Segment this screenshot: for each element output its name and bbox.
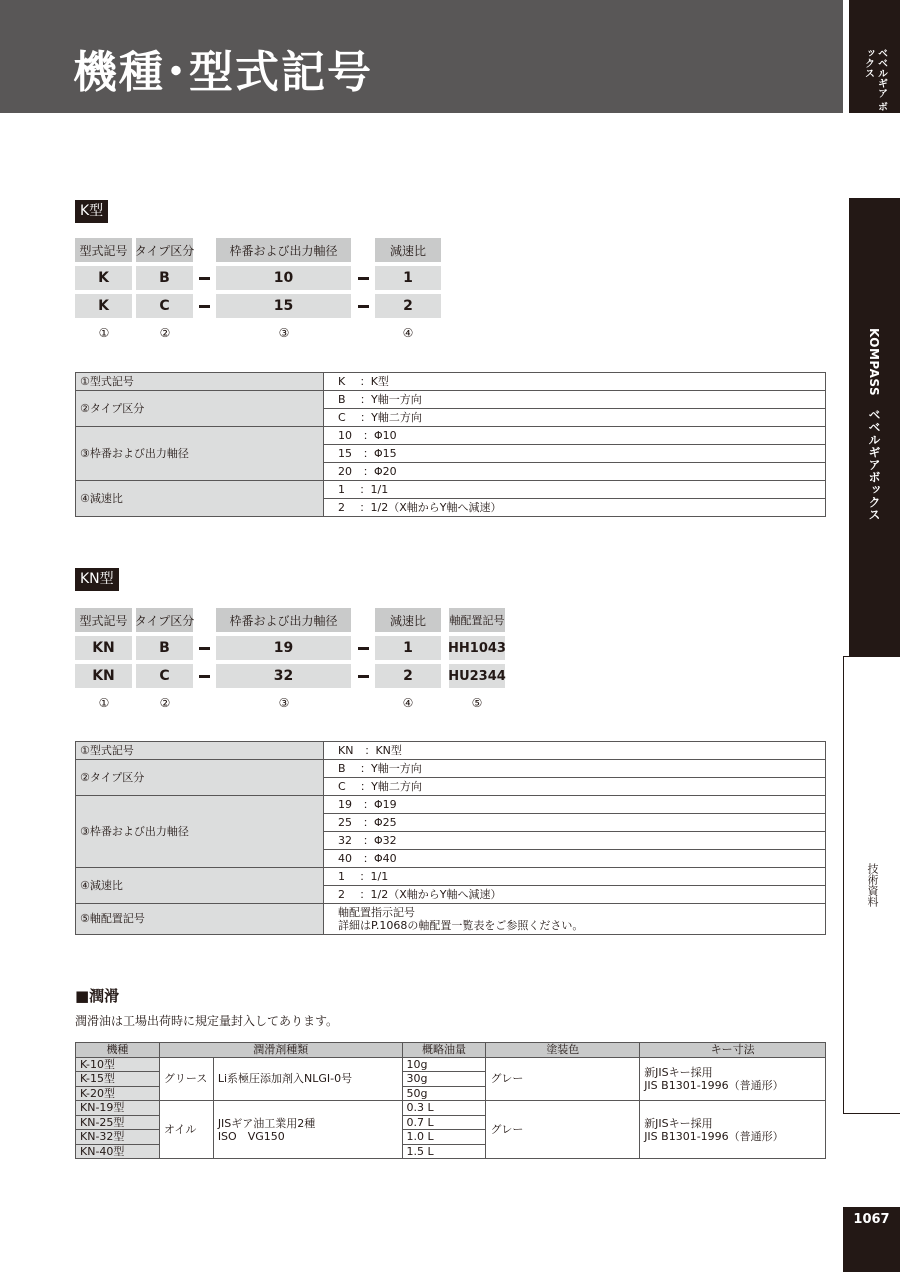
- lub-key-line: JIS B1301-1996（普通形）: [644, 1129, 784, 1143]
- k-row1-size: 10: [216, 266, 351, 290]
- kn-row2-model: KN: [75, 664, 132, 688]
- kn-header-model: 型式記号: [75, 608, 132, 632]
- kn-row2-type: C: [136, 664, 193, 688]
- kn-row2-ratio: 2: [375, 664, 441, 688]
- k-spec-model-label: ①型式記号: [76, 373, 324, 391]
- kn-spec-table: [75, 741, 826, 935]
- k-num-2: ②: [159, 326, 171, 340]
- k-row1-type: B: [136, 266, 193, 290]
- lub-model: K-10型: [76, 1057, 160, 1072]
- k-spec-table: [75, 372, 826, 517]
- k-spec-size-value: 20 ：Φ20: [324, 463, 826, 481]
- k-header-model: 型式記号: [75, 238, 132, 262]
- side-tab-top-label: ベベルギア ボックス: [862, 48, 887, 112]
- kn-spec-ratio-value: 2 ：1/2（X軸からY軸へ減速）: [324, 886, 826, 904]
- kn-spec-size-value: 32 ：Φ32: [324, 832, 826, 850]
- kn-spec-layout-value: [324, 904, 826, 935]
- lub-amount: 10g: [402, 1057, 486, 1072]
- kn-row1-type: B: [136, 636, 193, 660]
- lub-key: [640, 1101, 826, 1159]
- kn-row1-ratio: 1: [375, 636, 441, 660]
- kn-row1-layout: HH1043: [449, 636, 505, 660]
- header-band: [0, 0, 843, 113]
- k-row1-model: K: [75, 266, 132, 290]
- table-row: [76, 1057, 826, 1072]
- lub-model: K-15型: [76, 1072, 160, 1087]
- k-spec-type-value: C ：Y軸二方向: [324, 409, 826, 427]
- kn-spec-size-value: 40 ：Φ40: [324, 850, 826, 868]
- k-num-1: ①: [98, 326, 110, 340]
- table-row: [76, 742, 826, 760]
- side-tab-lower[interactable]: [843, 656, 900, 1114]
- side-tab-top[interactable]: [849, 0, 900, 113]
- kn-spec-size-value: 19 ：Φ19: [324, 796, 826, 814]
- lub-amount: 30g: [402, 1072, 486, 1087]
- k-header-size: 枠番および出力軸径: [216, 238, 351, 262]
- k-row2-ratio: 2: [375, 294, 441, 318]
- table-row: [76, 1101, 826, 1116]
- lub-key-line: JIS B1301-1996（普通形）: [644, 1078, 784, 1092]
- lub-model: K-20型: [76, 1086, 160, 1101]
- kn-num-2: ②: [159, 696, 171, 710]
- lub-header-key: キー寸法: [640, 1043, 826, 1058]
- k-spec-ratio-label: ④減速比: [76, 481, 324, 517]
- kn-row1-model: KN: [75, 636, 132, 660]
- table-row: [76, 391, 826, 409]
- kn-spec-ratio-label: ④減速比: [76, 868, 324, 904]
- dash: [358, 305, 369, 308]
- k-row2-type: C: [136, 294, 193, 318]
- lub-model: KN-32型: [76, 1130, 160, 1145]
- kn-num-1: ①: [98, 696, 110, 710]
- side-tab-middle-label: KOMPASS ベベルギアボックス: [867, 328, 881, 522]
- kn-num-3: ③: [278, 696, 290, 710]
- dash: [358, 675, 369, 678]
- k-row1-ratio: 1: [375, 266, 441, 290]
- lub-header-lubricant: 潤滑剤種類: [159, 1043, 402, 1058]
- k-num-3: ③: [278, 326, 290, 340]
- kn-row1-size: 19: [216, 636, 351, 660]
- page-title: 機種･型式記号: [73, 47, 373, 98]
- lub-key-line: 新JISキー採用: [644, 1116, 713, 1130]
- side-tab-middle[interactable]: [849, 198, 900, 656]
- dash: [199, 675, 210, 678]
- k-spec-size-value: 10 ：Φ10: [324, 427, 826, 445]
- lub-header-model: 機種: [76, 1043, 160, 1058]
- kn-spec-model-value: KN ：KN型: [324, 742, 826, 760]
- lub-kind: グリース: [159, 1057, 213, 1101]
- kn-row2-layout: HU2344: [449, 664, 505, 688]
- table-row: [76, 481, 826, 499]
- lub-key-line: 新JISキー採用: [644, 1065, 713, 1079]
- dash: [199, 647, 210, 650]
- kn-spec-model-label: ①型式記号: [76, 742, 324, 760]
- lub-model: KN-19型: [76, 1101, 160, 1116]
- kn-num-5: ⑤: [471, 696, 483, 710]
- k-spec-model-value: K ：K型: [324, 373, 826, 391]
- kn-spec-layout-line: 軸配置指示記号: [338, 906, 415, 919]
- lubrication-text: 潤滑油は工場出荷時に規定量封入してあります。: [75, 1014, 339, 1028]
- lub-header-amount: 概略油量: [402, 1043, 486, 1058]
- kn-spec-size-value: 25 ：Φ25: [324, 814, 826, 832]
- table-row: [76, 868, 826, 886]
- k-spec-type-value: B ：Y軸一方向: [324, 391, 826, 409]
- kn-header-type: タイプ区分: [136, 608, 193, 632]
- kn-type-label: KN型: [75, 568, 119, 591]
- lub-amount: 0.7 L: [402, 1115, 486, 1130]
- k-spec-type-label: ②タイプ区分: [76, 391, 324, 427]
- k-row2-size: 15: [216, 294, 351, 318]
- table-row: [76, 373, 826, 391]
- kn-spec-type-value: B ：Y軸一方向: [324, 760, 826, 778]
- lub-model: KN-40型: [76, 1144, 160, 1159]
- kn-spec-type-label: ②タイプ区分: [76, 760, 324, 796]
- dash: [199, 305, 210, 308]
- table-row: [76, 904, 826, 935]
- lub-lubricant: Li系極圧添加剤入NLGI-0号: [213, 1057, 402, 1101]
- kn-spec-layout-line: 詳細はP.1068の軸配置一覧表をご参照ください。: [338, 919, 584, 932]
- table-row: [76, 760, 826, 778]
- lub-model: KN-25型: [76, 1115, 160, 1130]
- lub-header-color: 塗装色: [486, 1043, 640, 1058]
- lubrication-table: [75, 1042, 826, 1159]
- kn-spec-ratio-value: 1 ：1/1: [324, 868, 826, 886]
- lub-amount: 1.5 L: [402, 1144, 486, 1159]
- lub-amount: 50g: [402, 1086, 486, 1101]
- lubrication-heading: ■潤滑: [75, 987, 120, 1005]
- dash: [358, 277, 369, 280]
- k-row2-model: K: [75, 294, 132, 318]
- lub-lubricant-line: ISO VG150: [217, 1129, 285, 1143]
- k-header-ratio: 減速比: [375, 238, 441, 262]
- side-tab-lower-label: 技術資料: [866, 863, 879, 907]
- k-spec-ratio-value: 2 ：1/2（X軸からY軸へ減速）: [324, 499, 826, 517]
- kn-num-4: ④: [402, 696, 414, 710]
- table-row: [76, 427, 826, 445]
- kn-header-ratio: 減速比: [375, 608, 441, 632]
- k-spec-size-label: ③枠番および出力軸径: [76, 427, 324, 481]
- table-row: [76, 796, 826, 814]
- k-spec-ratio-value: 1 ：1/1: [324, 481, 826, 499]
- kn-spec-layout-label: ⑤軸配置記号: [76, 904, 324, 935]
- k-type-label: K型: [75, 200, 108, 223]
- lub-color: グレー: [486, 1101, 640, 1159]
- lub-key: [640, 1057, 826, 1101]
- k-spec-size-value: 15 ：Φ15: [324, 445, 826, 463]
- lub-color: グレー: [486, 1057, 640, 1101]
- dash: [358, 647, 369, 650]
- lub-amount: 1.0 L: [402, 1130, 486, 1145]
- k-header-type: タイプ区分: [136, 238, 193, 262]
- kn-spec-type-value: C ：Y軸二方向: [324, 778, 826, 796]
- lub-amount: 0.3 L: [402, 1101, 486, 1116]
- dash: [199, 277, 210, 280]
- lub-lubricant-line: JISギア油工業用2種: [217, 1116, 316, 1130]
- kn-row2-size: 32: [216, 664, 351, 688]
- lub-kind: オイル: [159, 1101, 213, 1159]
- kn-header-size: 枠番および出力軸径: [216, 608, 351, 632]
- kn-spec-size-label: ③枠番および出力軸径: [76, 796, 324, 868]
- kn-header-layout: 軸配置記号: [449, 608, 505, 632]
- lub-lubricant: [213, 1101, 402, 1159]
- k-num-4: ④: [402, 326, 414, 340]
- table-header-row: [76, 1043, 826, 1058]
- page-number: 1067: [843, 1207, 900, 1272]
